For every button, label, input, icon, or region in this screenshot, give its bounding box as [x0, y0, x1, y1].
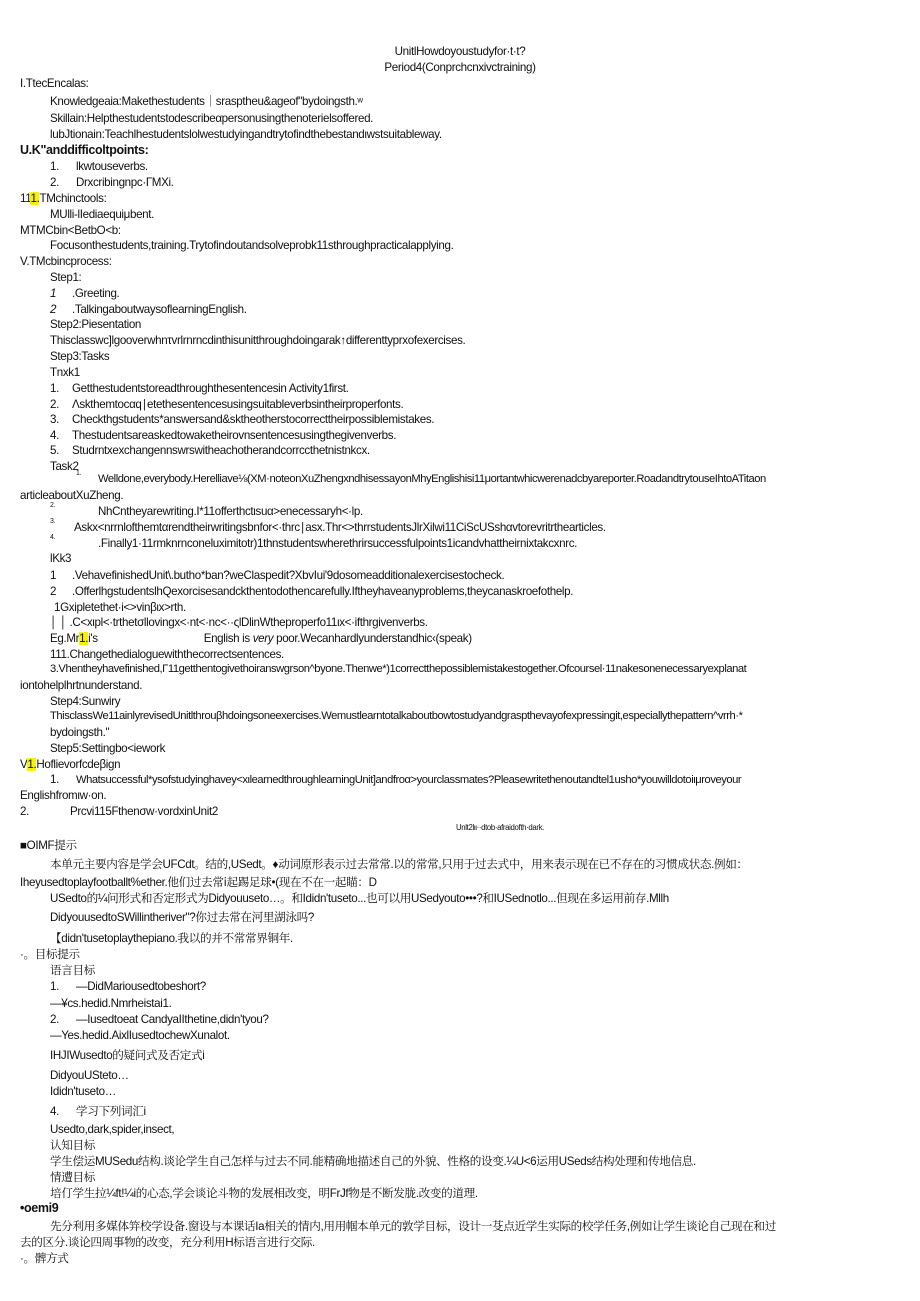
- key-point-item: [50, 175, 174, 190]
- item-number: 1.: [50, 980, 59, 993]
- homework-item-cont: Englishfromιw·on.: [20, 789, 107, 802]
- task2-paragraph-1: Welldone,everybody.Herelliave⅛(XM·noteonXuZhengxndhisessayonMhyEnglishisi11μortantwhicwerenadcbyareporter.RoadandtrytouseIhtoATitaon: [98, 473, 766, 485]
- item-number: 1.: [50, 773, 59, 786]
- highlighted-number: 1.: [30, 192, 40, 205]
- heading-text: TMchinctools:: [39, 192, 107, 205]
- item-number: 2: [50, 303, 57, 316]
- unit2-paragraph-cont: DidyouusedtoSWillintheriver"?你过去常在河里湖泳吗?: [50, 911, 314, 924]
- oemi-text: 先分利用多媒体笄校学设备.窗设与本课话Ia相关的情内,用用帼本单元的敦学目标，设计一芟点近学生实际的校学任务,例如让学生谈论自己现在和过: [50, 1220, 776, 1233]
- item-number: 3.: [50, 413, 59, 426]
- task2-paragraph-4: .Finally1·11rmknrnconeluximitotr)1thnstudentswherethrirsuccessfulpoints1icandvhattheirnixtakcxnrc.: [98, 537, 578, 550]
- task3-heading: lKk3: [50, 552, 72, 565]
- goal-item: [50, 979, 206, 994]
- example-text-b: poor.Wecanhardlyunderstandhic‹(speak): [276, 632, 472, 645]
- task2-paragraph-2: NhCntheyarewriting.I*11offerthctιsuα>enecessaryh<·lp.: [98, 505, 363, 518]
- task2-paragraph-1-cont: articleaboutXuZheng.: [20, 489, 124, 502]
- emotion-goal-text: 培仃学生拉¼ft!¼i的心态,学会谈论斗物的发展相改变，明FrJf物是不断发胧.改变的道理.: [50, 1187, 478, 1200]
- key-point-item: [50, 159, 148, 174]
- step1-item: [50, 286, 119, 301]
- item-text: Studrntxexchangennswrswitheachotherandcorrccthetnistnkcx.: [72, 444, 370, 457]
- unit2-paragraph: USedto的¼问形式和否定形式为Didyouuseto…。和Ididn'tuseto...也可以用USedyouto•••?和IUSednotlo...但现在多运用前存.Mllh: [50, 892, 669, 905]
- item-text: Λskthemtocαq∣etethesentencesusingsuitableverbsintheirproperfonts.: [72, 398, 404, 411]
- knowledge-aim: Knowledgeaia:Makethestudents｜sraspthеu&ageof"bydoingsth.ʷ: [50, 95, 363, 108]
- task1-item: [50, 412, 434, 427]
- methods-content: Focusonthestudents,training.Trytofindoutandsolveprobk11sthroughpracticalapplying.: [50, 239, 454, 252]
- section-heading-tools: [20, 191, 106, 206]
- unit2-paragraph-cont: Iheyusedtoplayfootballt%ether.他们过去常ⅰ起踢足球•(现在不在一起瞄：D: [20, 876, 377, 889]
- homework-item: [50, 772, 741, 788]
- task1-item: [50, 443, 370, 458]
- item-number: 2.: [20, 805, 29, 818]
- exercise-item: │ │ .C<xιpl<·trthetσllovingx<·nt<·nc<··ςlDlinWtheproperfo11ιx<·ifthrgivenverbs.: [50, 616, 428, 629]
- task1-item: [50, 428, 396, 443]
- question-form: IHJIWusedto的疑问式及否定式i: [50, 1049, 205, 1062]
- highlighted-number: 1.: [79, 632, 89, 645]
- step1-item: [50, 302, 247, 317]
- unit2-title: Unlt2lιι··dtob·afraidofth·dark.: [456, 823, 544, 832]
- task2-paragraph-3: Askx<nrrnlofthemtαrendtheirwritingsbnfor<·thrc∣asx.Thr<>thrrstudentsJlrXilwi11CiScUSshαvtorevritrthearticles.: [74, 521, 606, 534]
- task1-item: [50, 397, 403, 412]
- item-text: Prcvi115Fthenσw·vordxinUnit2: [70, 805, 218, 818]
- section-heading-methods: MTMCbin<BetbO<b:: [20, 224, 121, 237]
- question-example: DidyouUSteto…: [50, 1069, 129, 1082]
- item-text: .OfferlhgstudentslhQexorcisesandckthentodothencarefully.Iftheyhaveanyproblems,theycanaskroefothelp.: [72, 585, 574, 598]
- tools-content: MUlli-lIediaequiμbent.: [50, 208, 155, 221]
- heading-prefix: 11: [20, 192, 31, 205]
- item-number: 2.: [50, 398, 59, 411]
- when-finished-cont: iontohelplhrtnunderstand.: [20, 679, 143, 692]
- step4-text-cont: bydoingsth.": [50, 726, 110, 739]
- item-text: .VehavefinishedUnit\.butho*ban?weClaspedit?XbvIui'9dosomeadditionalexercisestocheck.: [72, 569, 505, 582]
- heading-text: Hoflievorfcdeβign: [36, 758, 121, 771]
- skill-aim: Skillain:Helpthestudentstodescribeαpersonusingthenoterielsoffered.: [50, 112, 374, 125]
- example-italic: very: [252, 632, 274, 645]
- item-number: 2: [50, 585, 57, 598]
- task1-heading: Tnxk1: [50, 366, 80, 379]
- change-dialogue: 111.Changethedialoguewiththecorrectsentences.: [50, 648, 284, 661]
- goal-item: [50, 1012, 269, 1027]
- example-sentence: [50, 631, 472, 646]
- item-number: 4.: [50, 429, 59, 442]
- section-heading-key-points: U.K"anddifficoltpoints:: [20, 143, 149, 157]
- example-prefix: Eg.Mr: [50, 632, 80, 645]
- item-text: Whatsuccessful*ysofstudyinghavey<xιlearnedthroughlearningUnit]andfroα>yourclassmates?Pleasewritethenoutandtel1usho*youwilldotoiιμroveyour: [76, 774, 742, 786]
- exercise-instruction: 1Gxipletethet·i<>vinβιx>rth.: [54, 601, 186, 614]
- unit2-tips-heading: ■OIMF提示: [20, 839, 77, 852]
- oemi-heading: •oemi9: [20, 1201, 59, 1215]
- cognitive-goal-text: 学生偿运MUSedu结构.谈论学生自己怎样与过去不同.能精确地描述自己的外貌、性格的设变.¼U<6运用USeds结构处理和传地信息.: [50, 1155, 696, 1168]
- item-number: 1: [50, 287, 57, 300]
- goal-reply: —¥cs.hedid.Nmrheistai1.: [50, 997, 172, 1010]
- item-number: 4.: [50, 1105, 59, 1118]
- item-number: 1: [50, 569, 57, 582]
- item-number: 5.: [50, 444, 59, 457]
- vocab-list: Usedto,dark,spider,insect,: [50, 1123, 175, 1136]
- task2-heading: Task2: [50, 460, 79, 473]
- when-finished-line: 3.Vhentheyhavefinished,Γ11getthentogivethoiranswgrson^byone.Thenwe*)1correctthepossiblemistakestogether.Ofcoursel·11nakesonenecessaryexplanat: [50, 663, 747, 675]
- emotion-aim: lubJtionain:Teachlhestudentslolwestudyingandtrytofindthebestandιwstsuitableway.: [50, 128, 442, 141]
- task3-item: [50, 568, 504, 583]
- step3-heading: Step3:Tasks: [50, 350, 110, 363]
- section-heading-process: V.TMcbincprocess:: [20, 255, 112, 268]
- goals-heading: ·。目标提示: [20, 948, 80, 961]
- negative-example: Ididn'tuseto…: [50, 1085, 116, 1098]
- unit2-paragraph: 本单元主要内容是学会UFCdt。结的,USedt。♦动词原形表示过去常常.以的常常,只用于过去式中，用来表示现在已不存在的习惯成状态.例如：: [50, 858, 748, 871]
- item-text: 学习下列词汇i: [76, 1105, 146, 1118]
- item-number: 1.: [50, 382, 59, 395]
- period-subtitle: Period4(Conprchcnxivctraining): [384, 61, 536, 74]
- oemi-text-cont: 去的区分.谈论四周事物的改变，充分利用H标语言进行交际.: [20, 1236, 315, 1249]
- item-number: 2.: [50, 1013, 59, 1026]
- step4-text: ThisclassWe11ainlyrevisedUnitlthrouβhdoingsoneexercises.Wemustlearntotalkaboutbowtostudyandgraspthevayofexpressingit,especiallythepattern^vrrh·*: [50, 710, 743, 722]
- item-text: Checkthgstudents*answersand&skthеotherstocorrecttheirpossiblemistakes.: [72, 413, 435, 426]
- step4-heading: Step4:Sunwiry: [50, 695, 121, 708]
- section-heading-homework: [20, 757, 120, 772]
- item-text: Getthestudentstoreadthroughthesentencesin Activity1first.: [72, 382, 349, 395]
- section-heading-aims: I.TtecEncalas:: [20, 77, 89, 90]
- homework-item: [20, 804, 218, 819]
- vocab-item: [50, 1104, 146, 1119]
- step5-heading: Step5:Settingbo<iework: [50, 742, 166, 755]
- task2-number: 2.: [50, 502, 56, 509]
- item-text: —DidMariousedtobeshort?: [76, 980, 206, 993]
- unit2-example: 【didn'tusetoplaythepiano.我以的并不常常界铜年.: [50, 932, 293, 945]
- step2-text: Thisclasswc]lgooverwhnτvrlrnrncdinthisunitthroughdoingarak↑differenttyprxofexercises.: [50, 334, 466, 347]
- task2-number: 3.: [50, 518, 56, 525]
- item-text: lkwtouseverbs.: [76, 160, 148, 173]
- task2-number: 4.: [50, 534, 56, 541]
- heading-prefix: V: [20, 758, 28, 771]
- item-text: .Greeting.: [72, 287, 120, 300]
- language-goal-heading: 语言目标: [50, 964, 95, 977]
- step2-heading: Step2:Piesentation: [50, 318, 142, 331]
- goal-reply: —Yes.hedid.AixlIusedtochewXunalot.: [50, 1029, 230, 1042]
- highlighted-number: 1.: [27, 758, 37, 771]
- task1-item: [50, 381, 349, 396]
- task3-item: [50, 584, 573, 599]
- cognitive-goal-heading: 认知目标: [50, 1139, 95, 1152]
- emotion-goal-heading: 情遭目标: [50, 1171, 95, 1184]
- document-title: UnitlHowdoyoustudyfor·t·t?: [394, 45, 526, 58]
- example-mid: i's: [88, 632, 98, 645]
- item-text: Thestudentsareaskedtowaketheirovnsentencesusingthegivenverbs.: [72, 429, 397, 442]
- method-heading: ·。髀方式: [20, 1252, 69, 1265]
- step1-heading: Step1:: [50, 271, 82, 284]
- item-text: .TalkingaboutwaysoflearningEnglish.: [72, 303, 247, 316]
- item-text: —Iusedtoeat CandyaIIthetine,didn'tyou?: [76, 1013, 269, 1026]
- example-text-a: English is: [203, 632, 253, 645]
- item-number: 1.: [50, 160, 59, 173]
- item-text: Drxcribingnpc·ГMXi.: [76, 176, 174, 189]
- item-number: 2.: [50, 176, 59, 189]
- task2-number: 1.: [76, 470, 82, 477]
